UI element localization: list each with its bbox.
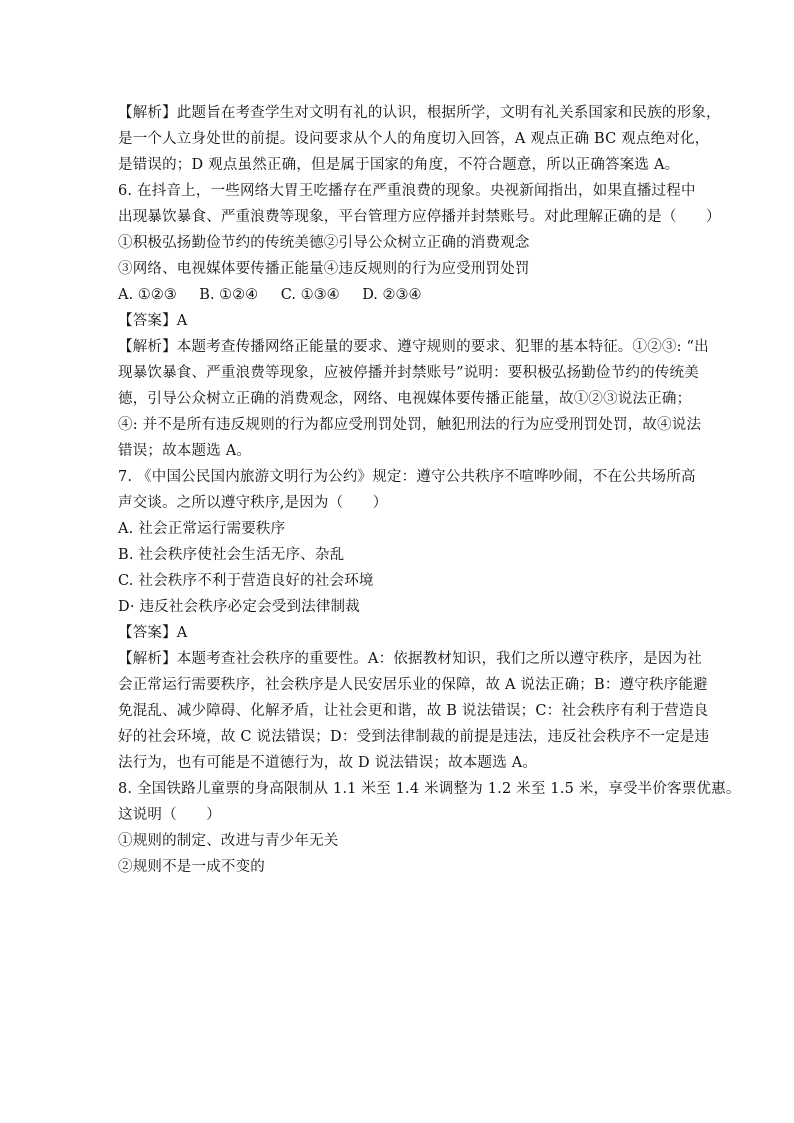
- q5-analysis: [118, 100, 721, 178]
- q7-option-d: D· 违反社会秩序必定会受到法律制裁: [118, 599, 360, 615]
- q6-option-c: C. ①③④: [280, 287, 340, 303]
- q7-stem-line: 7. 《中国公民国内旅游文明行为公约》规定：遵守公共秩序不喧哗吵闹，不在公共场所高: [118, 469, 696, 485]
- question-6: [118, 178, 721, 464]
- q8-statement-line: ①规则的制定、改进与青少年无关: [118, 833, 339, 849]
- q6-analysis-line: 现暴饮暴食、严重浪费等现象，应被停播并封禁账号”说明：要积极弘扬勤俭节约的传统美: [118, 365, 699, 381]
- q6-stem-line: 6. 在抖音上，一些网络大胃王吃播存在严重浪费的现象。央视新闻指出，如果直播过程中: [118, 183, 696, 199]
- q7-analysis-line: 【解析】本题考查社会秩序的重要性。A：依据教材知识，我们之所以遵守秩序，是因为社: [118, 651, 702, 667]
- q6-option-b: B. ①②④: [199, 287, 259, 303]
- q6-option-d: D. ②③④: [362, 287, 422, 303]
- question-8: [118, 776, 741, 880]
- q6-analysis-line: 错误；故本题选 A。: [118, 443, 252, 459]
- q6-statement-line: ①积极弘扬勤俭节约的传统美德②引导公众树立正确的消费观念: [118, 235, 530, 251]
- document-page: [118, 100, 741, 880]
- q6-option-a: A. ①②③: [118, 287, 177, 303]
- q7-analysis-line: 好的社会环境，故 C 说法错误；D：受到法律制裁的前提是违法，违反社会秩序不一定是违: [118, 729, 710, 745]
- q6-analysis-line: 【解析】本题考查传播网络正能量的要求、遵守规则的要求、犯罪的基本特征。①②③: “出: [118, 339, 709, 355]
- q7-analysis-line: 免混乱、减少障碍、化解矛盾，让社会更和谐，故 B 说法错误；C：社会秩序有利于营造良: [118, 703, 709, 719]
- q5-analysis-line: 是错误的；D 观点虽然正确，但是属于国家的角度，不符合题意，所以正确答案选 A。: [118, 157, 680, 173]
- q7-option-c: C. 社会秩序不利于营造良好的社会环境: [118, 573, 374, 589]
- q5-analysis-line: 是一个人立身处世的前提。设问要求从个人的角度切入回答，A 观点正确 BC 观点绝对化，: [118, 131, 710, 147]
- q7-option-b: B. 社会秩序使社会生活无序、杂乱: [118, 547, 345, 563]
- q8-stem-line: 8. 全国铁路儿童票的身高限制从 1.1 米至 1.4 米调整为 1.2 米至 1.5 米，享受半价客票优惠。: [118, 781, 741, 797]
- question-7: [118, 464, 710, 776]
- q6-analysis-line: 德，引导公众树立正确的消费观念，网络、电视媒体要传播正能量，故①②③说法正确；: [118, 391, 692, 407]
- q6-analysis-line: ④: 并不是所有违反规则的行为都应受刑罚处罚，触犯刑法的行为应受刑罚处罚，故④说法: [118, 417, 702, 433]
- q8-statement-line: ②规则不是一成不变的: [118, 859, 265, 875]
- q6-answer: 【答案】A: [118, 313, 188, 329]
- q6-statement-line: ③网络、电视媒体要传播正能量④违反规则的行为应受刑罚处罚: [118, 261, 530, 277]
- q7-analysis-line: 会正常运行需要秩序，社会秩序是人民安居乐业的保障，故 A 说法正确；B：遵守秩序能避: [118, 677, 708, 693]
- q7-analysis-line: 法行为，也有可能是不道德行为，故 D 说法错误；故本题选 A。: [118, 755, 538, 771]
- q7-answer: 【答案】A: [118, 625, 188, 641]
- q7-option-a: A. 社会正常运行需要秩序: [118, 521, 286, 537]
- q6-stem-line: 出现暴饮暴食、严重浪费等现象，平台管理方应停播并封禁账号。对此理解正确的是（ ）: [118, 209, 721, 225]
- q7-stem-line: 声交谈。之所以遵守秩序,是因为（ ）: [118, 495, 388, 511]
- q6-options: [118, 282, 690, 308]
- q8-stem-line: 这说明（ ）: [118, 807, 221, 823]
- q5-analysis-line: 【解析】此题旨在考查学生对文明有礼的认识，根据所学，文明有礼关系国家和民族的形象，: [118, 105, 721, 121]
